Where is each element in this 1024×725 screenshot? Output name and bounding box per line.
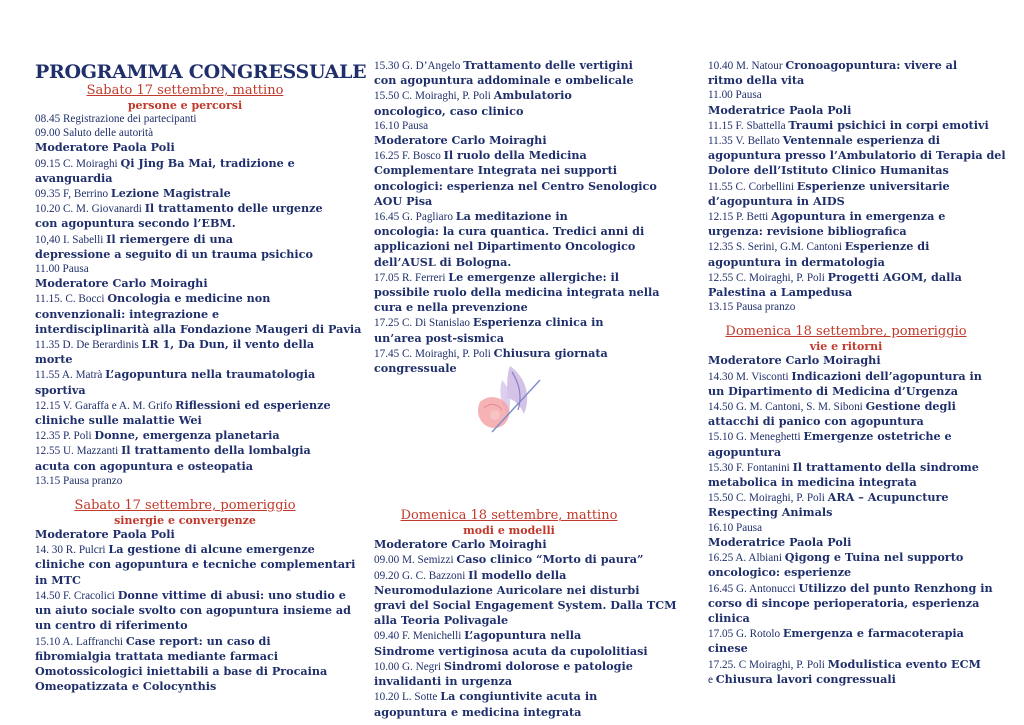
program-line-title: La gestione di alcune emergenze [108,542,315,557]
program-line [35,307,335,322]
program-line-title: fibromialgia trattata mediante farmaci [35,648,279,663]
program-line-meta: 15.10 A. Laffranchi [35,635,126,648]
program-line-title: Moderatore Carlo Moiraghi [374,537,547,552]
program-line-title: invalidanti in urgenza [374,674,513,689]
program-line [374,643,648,659]
section-subtitle-sun-afternoon: vie e ritorni [809,340,883,354]
section-heading-sat-afternoon: Sabato 17 settembre, pomeriggio [74,498,296,514]
program-line-meta: 09.35 F, Berrino [35,188,111,201]
program-line-title: Il trattamento della sindrome [792,459,979,474]
program-line [708,58,984,73]
program-line-title: Donne, emergenza planetaria [94,428,280,443]
spacer [708,314,984,324]
program-line-meta: 11.55 A. Matrà [35,369,106,382]
program-line [374,270,644,285]
program-line-title: Il trattamento della lombalgia [121,443,311,458]
program-line-title: Oncologia e medicine non [107,291,271,306]
program-line-title: cliniche sulle malattie Wei [35,413,202,428]
program-line-meta: 10,40 I. Sabelli [35,233,107,246]
program-line [708,657,984,672]
program-line [35,428,335,443]
program-line [374,255,644,270]
program-line [35,367,335,382]
program-line-title: Dolore dell’Istituto Clinico Humanitas [708,163,949,178]
program-line-title: un aiuto sociale svolto con agopuntura insieme ad [35,603,351,618]
program-line-title: Caso clinico “Morto di paura” [456,552,644,567]
program-line-title: Case report: un caso di [125,633,271,648]
program-line-meta: 09.15 C. Moiraghi [35,157,121,170]
program-line-meta: 11.00 Pausa [35,263,89,276]
program-line-title: d’agopuntura in AIDS [708,193,845,208]
program-line-meta: 11.35 D. De Berardinis [35,339,142,352]
program-line-title: Modulistica evento ECM [827,656,981,671]
program-line [35,140,335,155]
program-line-meta: 14.50 F. Cracolici [35,589,118,602]
program-line [35,679,335,694]
program-line-title: cliniche con agopuntura e tecniche complementari [35,557,356,572]
program-line [35,291,335,306]
program-line-title: in MTC [35,572,81,587]
program-line-title: Moderatrice Paola Poli [708,534,852,549]
program-line [708,300,984,314]
section-heading-sun-afternoon: Domenica 18 settembre, pomeriggio [725,324,967,340]
program-line-title: metabolica in medicina integrata [708,475,917,490]
program-line [708,672,984,687]
program-line [374,119,644,133]
program-line [708,103,984,118]
program-line-meta: 14.30 M. Visconti [708,370,792,383]
program-line-title: sportiva [35,382,86,397]
program-line-meta: 13.15 Pausa pranzo [708,301,796,314]
program-line-title: Qigong e Tuina nel supporto [784,550,964,565]
program-list-sat-morning [35,112,362,488]
program-line [374,133,644,148]
program-line [374,178,657,194]
program-line [708,429,984,444]
program-line-title: dell’AUSL di Bologna. [374,254,512,269]
program-line-title: Donne vittime di abusi: uno studio e [117,587,346,602]
program-line [374,209,644,224]
program-line [35,618,335,633]
program-line [708,148,1006,163]
program-line [374,315,644,330]
program-line-meta: 12.55 U. Mazzanti [35,445,122,458]
program-line-title: avanguardia [35,170,113,185]
program-line-meta: 17.45 C. Moiraghi, P. Poli [374,347,494,360]
program-line-meta: 12.15 P. Betti [708,211,772,224]
program-line-title: depressione a seguito di un trauma psichico [35,246,313,261]
program-line-title: L’agopuntura nella [464,628,582,643]
program-line [708,255,984,270]
program-line [374,552,644,567]
program-line-meta: 13.15 Pausa pranzo [35,474,123,487]
program-line [374,104,644,119]
program-line-title: convenzionali: integrazione e [35,306,220,321]
program-line [374,300,644,315]
program-line [708,445,984,460]
program-line [708,505,984,520]
program-line-title: Respecting Animals [708,505,833,520]
program-line-title: Progetti AGOM, dalla [827,269,962,284]
program-line-title: gravi del Social Engagement System. Dalla TCM [374,598,677,613]
program-line-title: oncologico, caso clinico [374,103,524,118]
program-line [35,276,335,291]
column-left [35,61,367,694]
program-line-title: agopuntura in dermatologia [708,254,885,269]
program-line [35,216,335,231]
program-line [35,201,335,216]
program-line-meta: 16.25 F. Bosco [374,150,444,163]
program-line-meta: 15.30 G. D’Angelo [374,60,464,72]
program-line-title: un centro di riferimento [35,618,188,633]
program-line-title: L’agopuntura nella traumatologia [105,367,316,382]
program-list-sat-afternoon-cont [374,58,660,376]
program-line [35,557,356,572]
program-line-meta: 09.00 Saluto delle autorità [35,127,154,140]
program-line [374,331,644,346]
program-line-meta: 12.35 P. Poli [35,430,95,443]
section-subtitle-sat-afternoon: sinergie e convergenze [114,514,256,528]
program-line-meta: 11.35 V. Bellato [708,135,783,148]
program-line [374,163,644,178]
program-line [374,689,644,704]
program-line [708,285,984,300]
program-line-meta: 11.15. C. Bocci [35,293,108,306]
program-line-title: Cronoagopuntura: vivere al [785,58,958,72]
program-line-meta: 15.10 G. Meneghetti [708,431,804,444]
program-line [708,270,984,285]
program-line [35,664,335,679]
program-line-title: oncologici: esperienza nel Centro Senologico [374,178,657,193]
program-line [35,603,351,618]
program-line [35,413,335,428]
program-line [35,156,335,171]
program-line [374,239,644,254]
program-line-title: Moderatore Paola Poli [35,527,175,542]
section-heading-sun-morning: Domenica 18 settembre, mattino [400,508,618,524]
program-line-title: Indicazioni dell’agopuntura in [791,368,982,383]
program-line [374,88,644,103]
program-line [708,626,984,641]
program-line [374,583,644,598]
program-line-meta: 17.25. C Moiraghi, P. Poli [708,658,828,671]
program-list-sun-morning [374,537,677,719]
program-line [35,459,335,474]
program-line-meta: 14.50 G. M. Cantoni, S. M. Siboni [708,401,866,414]
program-line-meta: 10.40 M. Natour [708,60,786,72]
program-line-title: Il ruolo della Medicina [443,148,587,163]
program-line-meta: 17.05 R. Ferreri [374,271,449,284]
program-line-title: Moderatore Carlo Moiraghi [35,276,208,291]
program-line-title: morte [35,352,73,367]
program-line-meta: 15.50 C. Moiraghi, P. Poli [374,90,494,103]
program-line-title: oncologia: la cura quantica. Tredici anni di [374,224,645,239]
program-line [708,490,984,505]
program-line-title: con agopuntura secondo l’EBM. [35,216,236,231]
program-line [374,224,644,239]
program-line [374,194,644,209]
program-line [708,163,984,178]
program-line-title: Chiusura lavori congressuali [715,671,896,686]
program-line [708,133,984,148]
program-line [708,194,984,209]
program-line [708,550,984,565]
program-line-meta: 12.55 C. Moiraghi, P. Poli [708,271,828,284]
program-line-title: clinica [708,610,750,625]
program-line [374,659,644,674]
program-line-title: corso di sincope perioperatoria, esperienza [708,595,980,610]
program-line [374,568,644,583]
program-line-title: agopuntura e medicina integrata [374,704,582,719]
spacer [35,488,335,498]
program-list-sat-afternoon [35,527,356,694]
program-line-meta: 16.45 G. Pagliaro [374,211,456,224]
program-line-meta: 12.15 V. Garaffa e A. M. Grifo [35,399,176,412]
program-line-title: Lezione Magistrale [110,186,231,201]
program-line-meta: 09.00 M. Semizzi [374,554,457,567]
program-line-meta: 16.45 G. Antonucci [708,582,799,595]
program-line-title: Riflessioni ed esperienze [175,397,331,412]
program-line-meta: 14. 30 R. Pulcri [35,544,109,557]
program-line-title: Trattamento delle vertigini [463,58,633,72]
program-line [708,179,984,194]
program-line-meta: 16.10 Pausa [708,521,763,534]
program-line-title: possibile ruolo della medicina integrata nella [374,285,660,300]
program-line-title: Ventennale esperienza di [782,133,940,148]
program-line-title: agopuntura [708,444,782,459]
program-line [35,398,335,413]
program-line [708,209,984,224]
section-subtitle-sun-morning: modi e modelli [463,524,555,538]
program-line-title: Emergenza e farmacoterapia [782,626,964,641]
program-line [708,611,984,626]
program-line [35,232,335,247]
program-line [708,73,984,88]
congress-logo-icon [462,358,552,448]
program-line-meta: e [708,673,716,686]
program-line-title: Il trattamento delle urgenze [144,201,323,216]
program-line [708,369,984,384]
program-line [708,641,984,656]
program-line [374,58,644,73]
program-line-title: Moderatore Carlo Moiraghi [374,133,547,148]
program-line [708,596,984,611]
program-line-title: Moderatrice Paola Poli [708,102,852,117]
program-line-title: La congiuntivite acuta in [440,689,598,704]
program-line-title: Le emergenze allergiche: il [448,269,619,284]
program-line [35,262,335,276]
program-line [374,705,644,720]
program-line-meta: 15.30 F. Fontanini [708,461,793,474]
program-line-meta: 08.45 Registrazione dei partecipanti [35,113,197,125]
program-line-title: agopuntura presso l’Ambulatorio di Terapia del [708,148,1006,163]
program-line [35,634,335,649]
program-line [708,460,984,475]
program-line-title: acuta con agopuntura e osteopatia [35,458,254,473]
program-line-title: Omotossicologici iniettabili a base di Procaina [35,663,328,678]
program-line-meta: 15.50 C. Moiraghi, P. Poli [708,492,828,505]
program-line-title: cura e nella prevenzione [374,300,528,315]
program-line-title: LR 1, Da Dun, il vento della [141,337,315,352]
program-line [35,352,335,367]
program-line [374,73,644,88]
program-line [374,148,644,163]
program-line [374,598,677,613]
program-line [708,239,984,254]
program-line [708,88,984,102]
program-line-meta: 11.00 Pausa [708,89,762,102]
program-line-title: Esperienze universitarie [796,178,950,193]
program-list-sun-morning-cont [708,58,1006,314]
program-line [35,474,335,488]
program-line [374,674,644,689]
program-line-title: Sindrome vertiginosa acuta da cupololitiasi [374,643,648,658]
program-line [708,399,984,414]
program-line-title: attacchi di panico con agopuntura [708,414,924,429]
program-line [374,613,644,628]
program-list-sun-afternoon [708,353,993,686]
program-line-title: Complementare Integrata nei supporti [374,163,617,178]
program-line-meta: 11.55 C. Corbellini [708,180,797,193]
program-line-meta: 09.20 G. C. Bazzoni [374,569,469,582]
program-line-title: Esperienze di [844,239,930,254]
program-line [35,112,335,126]
program-line-title: Il riemergere di una [106,231,233,246]
program-line-meta: 11.15 F. Sbattella [708,119,789,132]
program-line [35,321,362,337]
section-subtitle-sat-morning: persone e percorsi [127,99,243,112]
program-line-title: Qi Jing Ba Mai, tradizione e [120,155,295,170]
program-line-title: Omeopatizzata e Colocynthis [35,679,217,694]
program-line-meta: 17.05 G. Rotolo [708,628,783,641]
program-line-title: Chiusura giornata [493,345,608,360]
program-line-title: Traumi psichici in corpi emotivi [788,117,989,132]
program-line [35,443,335,458]
program-line [374,628,644,643]
section-heading-sat-morning: Sabato 17 settembre, mattino [86,83,284,98]
program-line-title: interdisciplinarità alla Fondazione Maugeri di Pavia [35,321,362,336]
program-line-meta: 10.20 C. M. Giovanardi [35,203,145,216]
program-line [708,565,984,580]
program-line [708,224,984,239]
program-line [35,186,335,201]
program-line [35,573,335,588]
program-line [708,535,984,550]
program-line [708,414,984,429]
program-line-title: Moderatore Carlo Moiraghi [708,353,881,368]
program-line [35,247,335,262]
program-line-title: La meditazione in [455,209,568,224]
program-line-meta: 16.25 A. Albiani [708,552,785,565]
program-line [708,117,989,133]
program-line-title: congressuale [374,361,457,376]
program-line [35,649,335,664]
program-line-title: ARA – Acupuncture [827,490,949,505]
program-line-title: cinese [708,641,748,656]
program-line [35,383,335,398]
program-line-title: Moderatore Paola Poli [35,140,175,155]
program-line-title: Palestina a Lampedusa [708,285,853,300]
program-line [35,527,335,542]
program-line-title: applicazioni nel Dipartimento Oncologico [374,239,636,254]
program-line [708,521,984,535]
program-line [374,537,644,552]
program-line [708,384,984,399]
program-line [35,542,335,557]
program-line-title: Agopuntura in emergenza e [771,209,946,224]
program-line-title: oncologico: esperienze [708,565,852,580]
program-line [708,475,984,490]
program-line-meta: 10.20 L. Sotte [374,691,441,704]
program-line-title: Neuromodulazione Auricolare nei disturbi [374,582,640,597]
program-line-meta: 09.40 F. Menichelli [374,630,465,643]
program-line [708,353,984,368]
program-line-title: Esperienza clinica in [472,315,604,330]
program-line-title: Gestione degli [865,399,956,414]
program-line-title: con agopuntura addominale e ombelicale [374,73,634,88]
program-line-title: Il modello della [468,567,567,582]
program-line-title: AOU Pisa [374,193,433,208]
program-line-title: urgenza: revisione bibliografica [708,224,907,239]
program-line-meta: 17.25 C. Di Stanislao [374,317,473,330]
column-right [708,58,1006,687]
program-line [708,580,993,596]
page-title: PROGRAMMA CONGRESSUALE [35,61,367,83]
logo-dot [490,410,500,420]
program-line [35,337,335,352]
program-line-title: Emergenze ostetriche e [803,429,952,444]
program-line-meta: 12.35 S. Serini, G.M. Cantoni [708,241,845,254]
program-line-meta: 10.00 G. Negri [374,660,444,673]
program-line-title: un’area post-sismica [374,330,504,345]
program-line-title: Sindromi dolorose e patologie [443,658,633,673]
program-line-title: Utilizzo del punto Renzhong in [798,580,993,595]
program-line-title: alla Teoria Polivagale [374,613,509,628]
program-line [35,587,346,603]
program-line-title: ritmo della vita [708,73,805,88]
program-line [374,285,660,300]
program-line-meta: 16.10 Pausa [374,119,429,132]
program-line-title: Ambulatorio [493,88,572,103]
program-line [35,126,335,140]
program-line [35,171,335,186]
program-line-title: un Dipartimento di Medicina d’Urgenza [708,383,959,398]
